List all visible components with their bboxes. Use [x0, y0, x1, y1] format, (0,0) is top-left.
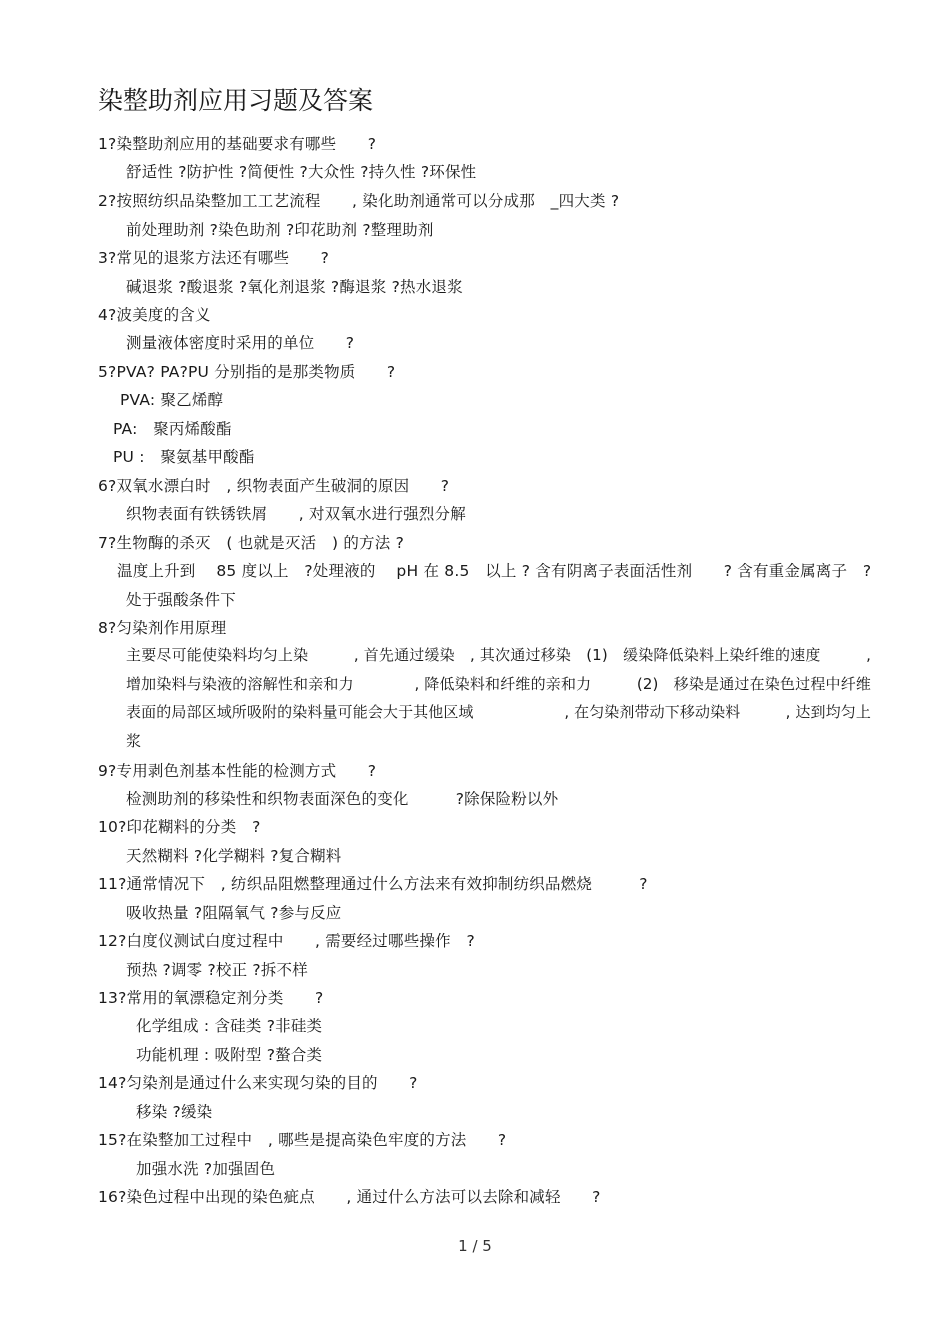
question-10: 10?印花糊料的分类 ?	[98, 818, 261, 836]
answer-4: 测量液体密度时采用的单位 ?	[126, 334, 355, 352]
answer-11: 吸收热量 ?阻隔氧气 ?参与反应	[126, 904, 342, 922]
answer-12: 预热 ?调零 ?校正 ?拆不样	[126, 961, 308, 979]
answer-13-mechanism: 功能机理 : 吸附型 ?螯合类	[136, 1046, 323, 1064]
answer-9: 检测助剂的移染性和织物表面深色的变化 ?除保险粉以外	[126, 790, 559, 808]
question-8: 8?匀染剂作用原理	[98, 619, 227, 637]
question-7: 7?生物酶的杀灭 ( 也就是灭活 ) 的方法 ?	[98, 534, 404, 552]
document-title: 染整助剂应用习题及答案	[98, 86, 374, 115]
answer-10: 天然糊料 ?化学糊料 ?复合糊料	[126, 847, 342, 865]
question-16: 16?染色过程中出现的染色疵点 , 通过什么方法可以去除和减轻 ?	[98, 1188, 601, 1206]
answer-2: 前处理助剂 ?染色助剂 ?印花助剂 ?整理助剂	[126, 221, 434, 239]
question-6: 6?双氧水漂白时 , 织物表面产生破洞的原因 ?	[98, 477, 450, 495]
answer-7-line1: 温度上升到 85 度以上 ?处理液的 pH 在 8.5 以上 ? 含有阴离子表面活性剂 ? 含有重金属离子 ?	[117, 562, 872, 580]
answer-3: 碱退浆 ?酸退浆 ?氧化剂退浆 ?酶退浆 ?热水退浆	[126, 278, 463, 296]
question-12: 12?白度仪测试白度过程中 , 需要经过哪些操作 ?	[98, 932, 475, 950]
question-11: 11?通常情况下 , 纺织品阻燃整理通过什么方法来有效抑制纺织品燃烧 ?	[98, 875, 648, 893]
answer-15: 加强水洗 ?加强固色	[136, 1160, 276, 1178]
question-1: 1?染整助剂应用的基础要求有哪些 ?	[98, 135, 377, 153]
answer-5-pu: PU : 聚氨基甲酸酯	[113, 448, 255, 466]
question-13: 13?常用的氧漂稳定剂分类 ?	[98, 989, 324, 1007]
question-4: 4?波美度的含义	[98, 306, 211, 324]
answer-1: 舒适性 ?防护性 ?简便性 ?大众性 ?持久性 ?环保性	[126, 163, 477, 181]
answer-7-line2: 处于强酸条件下	[126, 591, 236, 609]
answer-14: 移染 ?缓染	[136, 1103, 213, 1121]
question-15: 15?在染整加工过程中 , 哪些是提高染色牢度的方法 ?	[98, 1131, 507, 1149]
question-3: 3?常见的退浆方法还有哪些 ?	[98, 249, 330, 267]
answer-13-composition: 化学组成 : 含硅类 ?非硅类	[136, 1017, 323, 1035]
answer-6: 织物表面有铁锈铁屑 , 对双氧水进行强烈分解	[126, 505, 466, 523]
answer-8-paragraph: 主要尽可能使染料均匀上染 , 首先通过缓染 , 其次通过移染 (1) 缓染降低染料上染纤维的速度 , 增加染料与染液的溶解性和亲和力 , 降低染料和纤维的亲和力 (2) 移染是通过在染色过程中纤维表面的局部区域所吸附的染料量可能会大于其他区域 , 在匀染剂带动下移动染料 , 达到均匀上浆	[126, 646, 871, 750]
question-5: 5?PVA? PA?PU 分别指的是那类物质 ?	[98, 363, 396, 381]
page-number: 1 / 5	[458, 1237, 492, 1255]
answer-5-pa: PA: 聚丙烯酸酯	[113, 420, 232, 438]
answer-5-pva: PVA: 聚乙烯醇	[120, 391, 224, 409]
question-2: 2?按照纺织品染整加工工艺流程 , 染化助剂通常可以分成那 _四大类 ?	[98, 192, 620, 210]
question-14: 14?匀染剂是通过什么来实现匀染的目的 ?	[98, 1074, 418, 1092]
question-9: 9?专用剥色剂基本性能的检测方式 ?	[98, 762, 377, 780]
